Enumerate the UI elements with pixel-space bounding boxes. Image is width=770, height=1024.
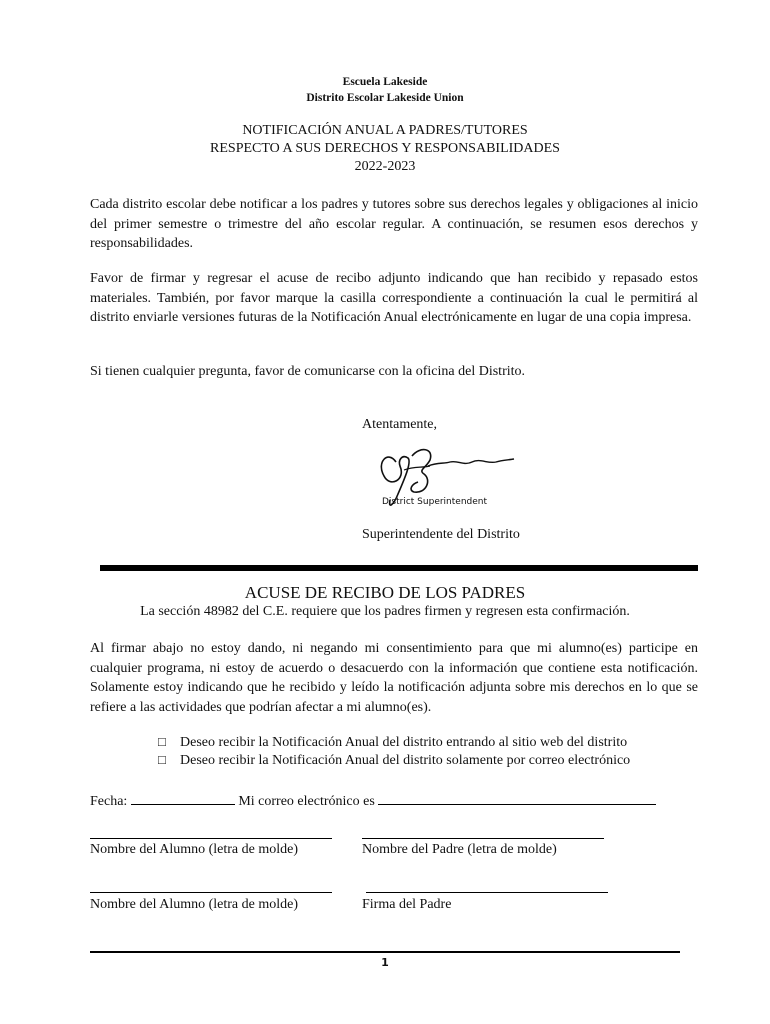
student-name-label-2: Nombre del Alumno (letra de molde) (90, 897, 298, 912)
parent-name-line[interactable] (362, 838, 604, 839)
email-label: Mi correo electrónico es (238, 794, 375, 809)
email-field[interactable] (378, 790, 656, 805)
school-name: Escuela Lakeside (342, 76, 428, 88)
acknowledgment-title: ACUSE DE RECIBO DE LOS PADRES (244, 583, 526, 602)
parent-signature-label: Firma del Padre (362, 897, 452, 912)
closing-text: Atentamente, (362, 417, 438, 432)
signature-caption: District Superintendent (382, 497, 488, 507)
student-name-line-1[interactable] (90, 838, 332, 839)
student-name-line-2[interactable] (90, 892, 332, 893)
district-name: Distrito Escolar Lakeside Union (306, 92, 464, 104)
date-field[interactable] (131, 790, 235, 805)
intro-paragraph: Cada distrito escolar debe notificar a los padres y tutores sobre sus derechos legales y obligaciones al inicio del primer semestre o trimestre del año escolar regular. A continuación, se resumen esos derechos y responsabilidades. (90, 197, 698, 251)
acknowledgment-subtitle: La sección 48982 del C.E. requiere que los padres firmen y regresen esta confirmación. (140, 604, 630, 619)
date-label: Fecha: (90, 794, 128, 809)
superintendent-signature (368, 440, 528, 520)
date-email-row (90, 790, 656, 810)
title-line-2: RESPECTO A SUS DERECHOS Y RESPONSABILIDADES (210, 141, 560, 156)
option-email-label: Deseo recibir la Notificación Anual del distrito solamente por correo electrónico (180, 753, 631, 768)
footer-rule (90, 951, 680, 953)
option-email[interactable] (158, 752, 630, 769)
parent-signature-line[interactable] (366, 892, 608, 893)
option-website[interactable] (158, 734, 627, 751)
checkbox-icon[interactable]: □ (158, 752, 166, 767)
signer-title: Superintendente del Distrito (362, 527, 520, 542)
questions-paragraph: Si tienen cualquier pregunta, favor de comunicarse con la oficina del Distrito. (90, 364, 526, 379)
school-year: 2022-2023 (354, 159, 416, 174)
parent-name-label: Nombre del Padre (letra de molde) (362, 842, 557, 857)
checkbox-icon[interactable]: □ (158, 734, 166, 749)
acknowledgment-paragraph: Al firmar abajo no estoy dando, ni negando mi consentimiento para que mi alumno(es) participe en cualquier programa, ni estoy de acuerdo o desacuerdo con la información que contiene esta notificación. Solamente estoy indicando que he recibido y leído la notificación adjunta sobre mis derechos en lo que se refiere a las actividades que podrían afectar a mi alumno(es). (90, 641, 698, 715)
option-website-label: Deseo recibir la Notificación Anual del distrito entrando al sitio web del distrito (180, 735, 628, 750)
title-line-1: NOTIFICACIÓN ANUAL A PADRES/TUTORES (242, 123, 528, 138)
student-name-label-1: Nombre del Alumno (letra de molde) (90, 842, 298, 857)
page-number: 1 (381, 956, 389, 969)
section-divider (100, 565, 698, 571)
instructions-paragraph: Favor de firmar y regresar el acuse de recibo adjunto indicando que han recibido y repasado estos materiales. También, por favor marque la casilla correspondiente a continuación la cual le permitirá al distrito enviarle versiones futuras de la Notificación Anual electrónicamente en lugar de una copia impresa. (90, 271, 698, 325)
